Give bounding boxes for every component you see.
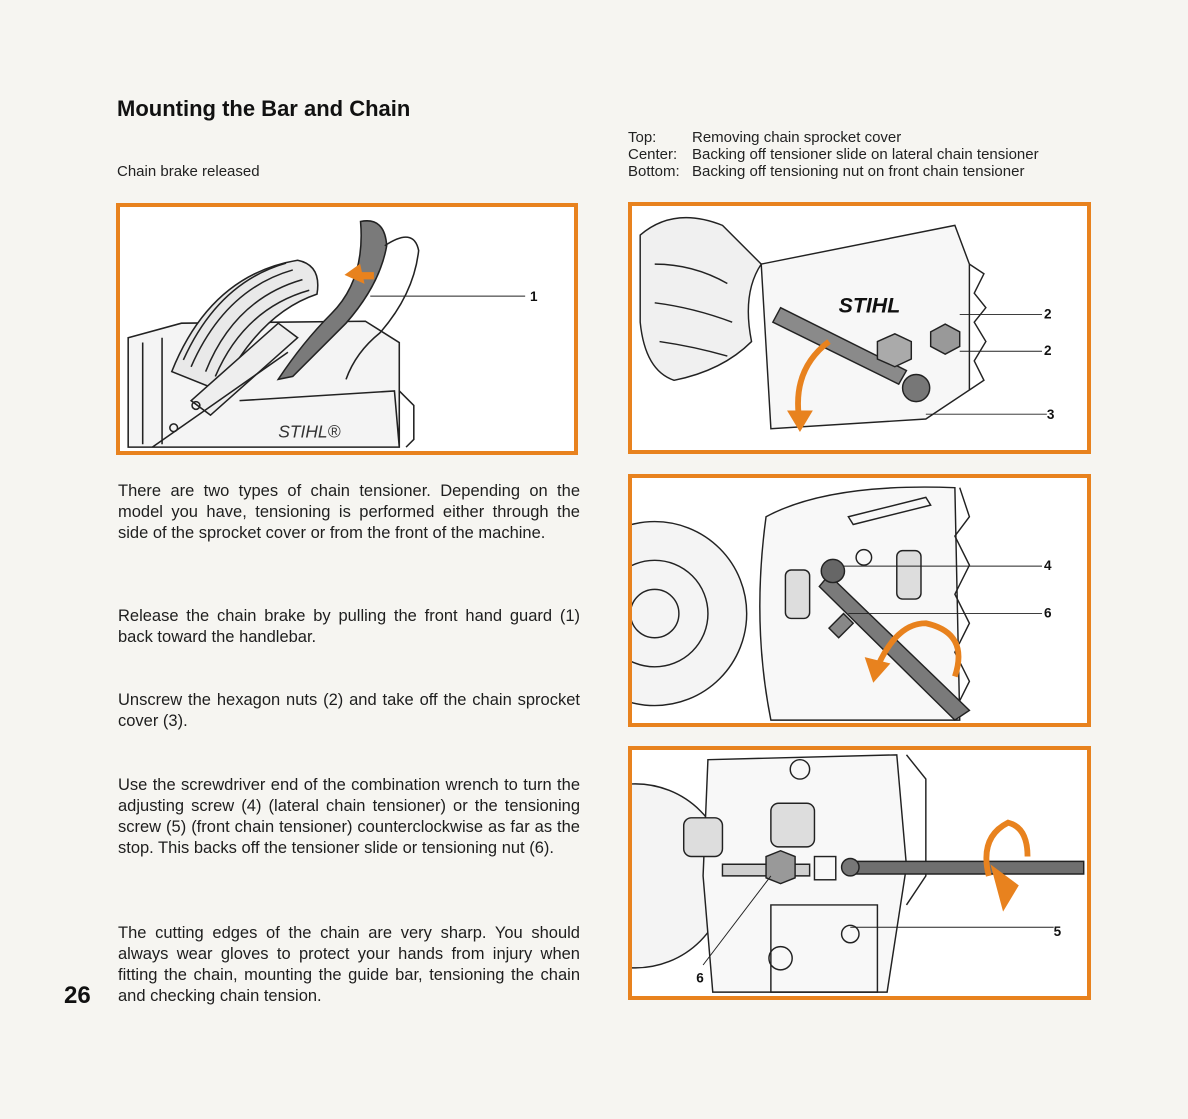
callout-label: 4 — [1043, 557, 1052, 573]
figure-captions — [628, 129, 1039, 180]
callout-label: 5 — [1053, 923, 1062, 939]
body-paragraph: Use the screwdriver end of the combination wrench to turn the adjusting screw (4) (lateral chain tensioner) or the tensioning screw (5) (front chain tensioner) counterclockwise as far as the stop. This backs off the tensioner slide or tensioning nut (6). — [118, 776, 580, 857]
chain-brake-figure — [116, 203, 578, 455]
caption-row-top — [628, 129, 1039, 146]
chain-brake-illustration — [120, 207, 574, 451]
brand-logo: STIHL — [838, 293, 901, 318]
caption-text: Backing off tensioning nut on front chain tensioner — [692, 163, 1025, 180]
callout-label: 3 — [1046, 407, 1055, 423]
page-number: 26 — [64, 982, 91, 1009]
brake-figure-caption: Chain brake released — [117, 163, 260, 180]
caption-text: Backing off tensioner slide on lateral chain tensioner — [692, 146, 1039, 163]
caption-key: Center: — [628, 146, 678, 163]
caption-key: Top: — [628, 129, 657, 146]
lateral-tensioner-illustration — [632, 478, 1087, 723]
caption-row-bottom — [628, 163, 1039, 180]
front-tensioner-illustration — [632, 750, 1087, 996]
body-paragraph: Release the chain brake by pulling the front hand guard (1) back toward the handlebar. — [118, 607, 580, 646]
callout-label: 1 — [530, 288, 538, 304]
callout-label: 6 — [1043, 605, 1052, 621]
caption-text: Removing chain sprocket cover — [692, 129, 902, 146]
body-paragraph: The cutting edges of the chain are very sharp. You should always wear gloves to protect your hands from injury when fitting the chain, mounting the guide bar, tensioning the chain and checking chain tension. — [118, 924, 580, 1005]
sprocket-cover-figure — [628, 202, 1091, 454]
callout-label: 2 — [1043, 343, 1052, 359]
sprocket-cover-illustration — [632, 206, 1087, 450]
callout-label: 6 — [696, 970, 704, 986]
callout-label: 2 — [1043, 306, 1052, 322]
body-paragraph: There are two types of chain tensioner. Depending on the model you have, tensioning is performed either through the side of the sprocket cover or from the front of the machine. — [118, 482, 580, 542]
lateral-tensioner-figure — [628, 474, 1091, 727]
caption-key: Bottom: — [628, 163, 680, 180]
body-paragraph: Unscrew the hexagon nuts (2) and take off the chain sprocket cover (3). — [118, 691, 580, 730]
brand-logo: STIHL® — [278, 421, 341, 442]
page-title: Mounting the Bar and Chain — [117, 96, 411, 121]
front-tensioner-figure — [628, 746, 1091, 1000]
caption-row-center — [628, 146, 1039, 163]
